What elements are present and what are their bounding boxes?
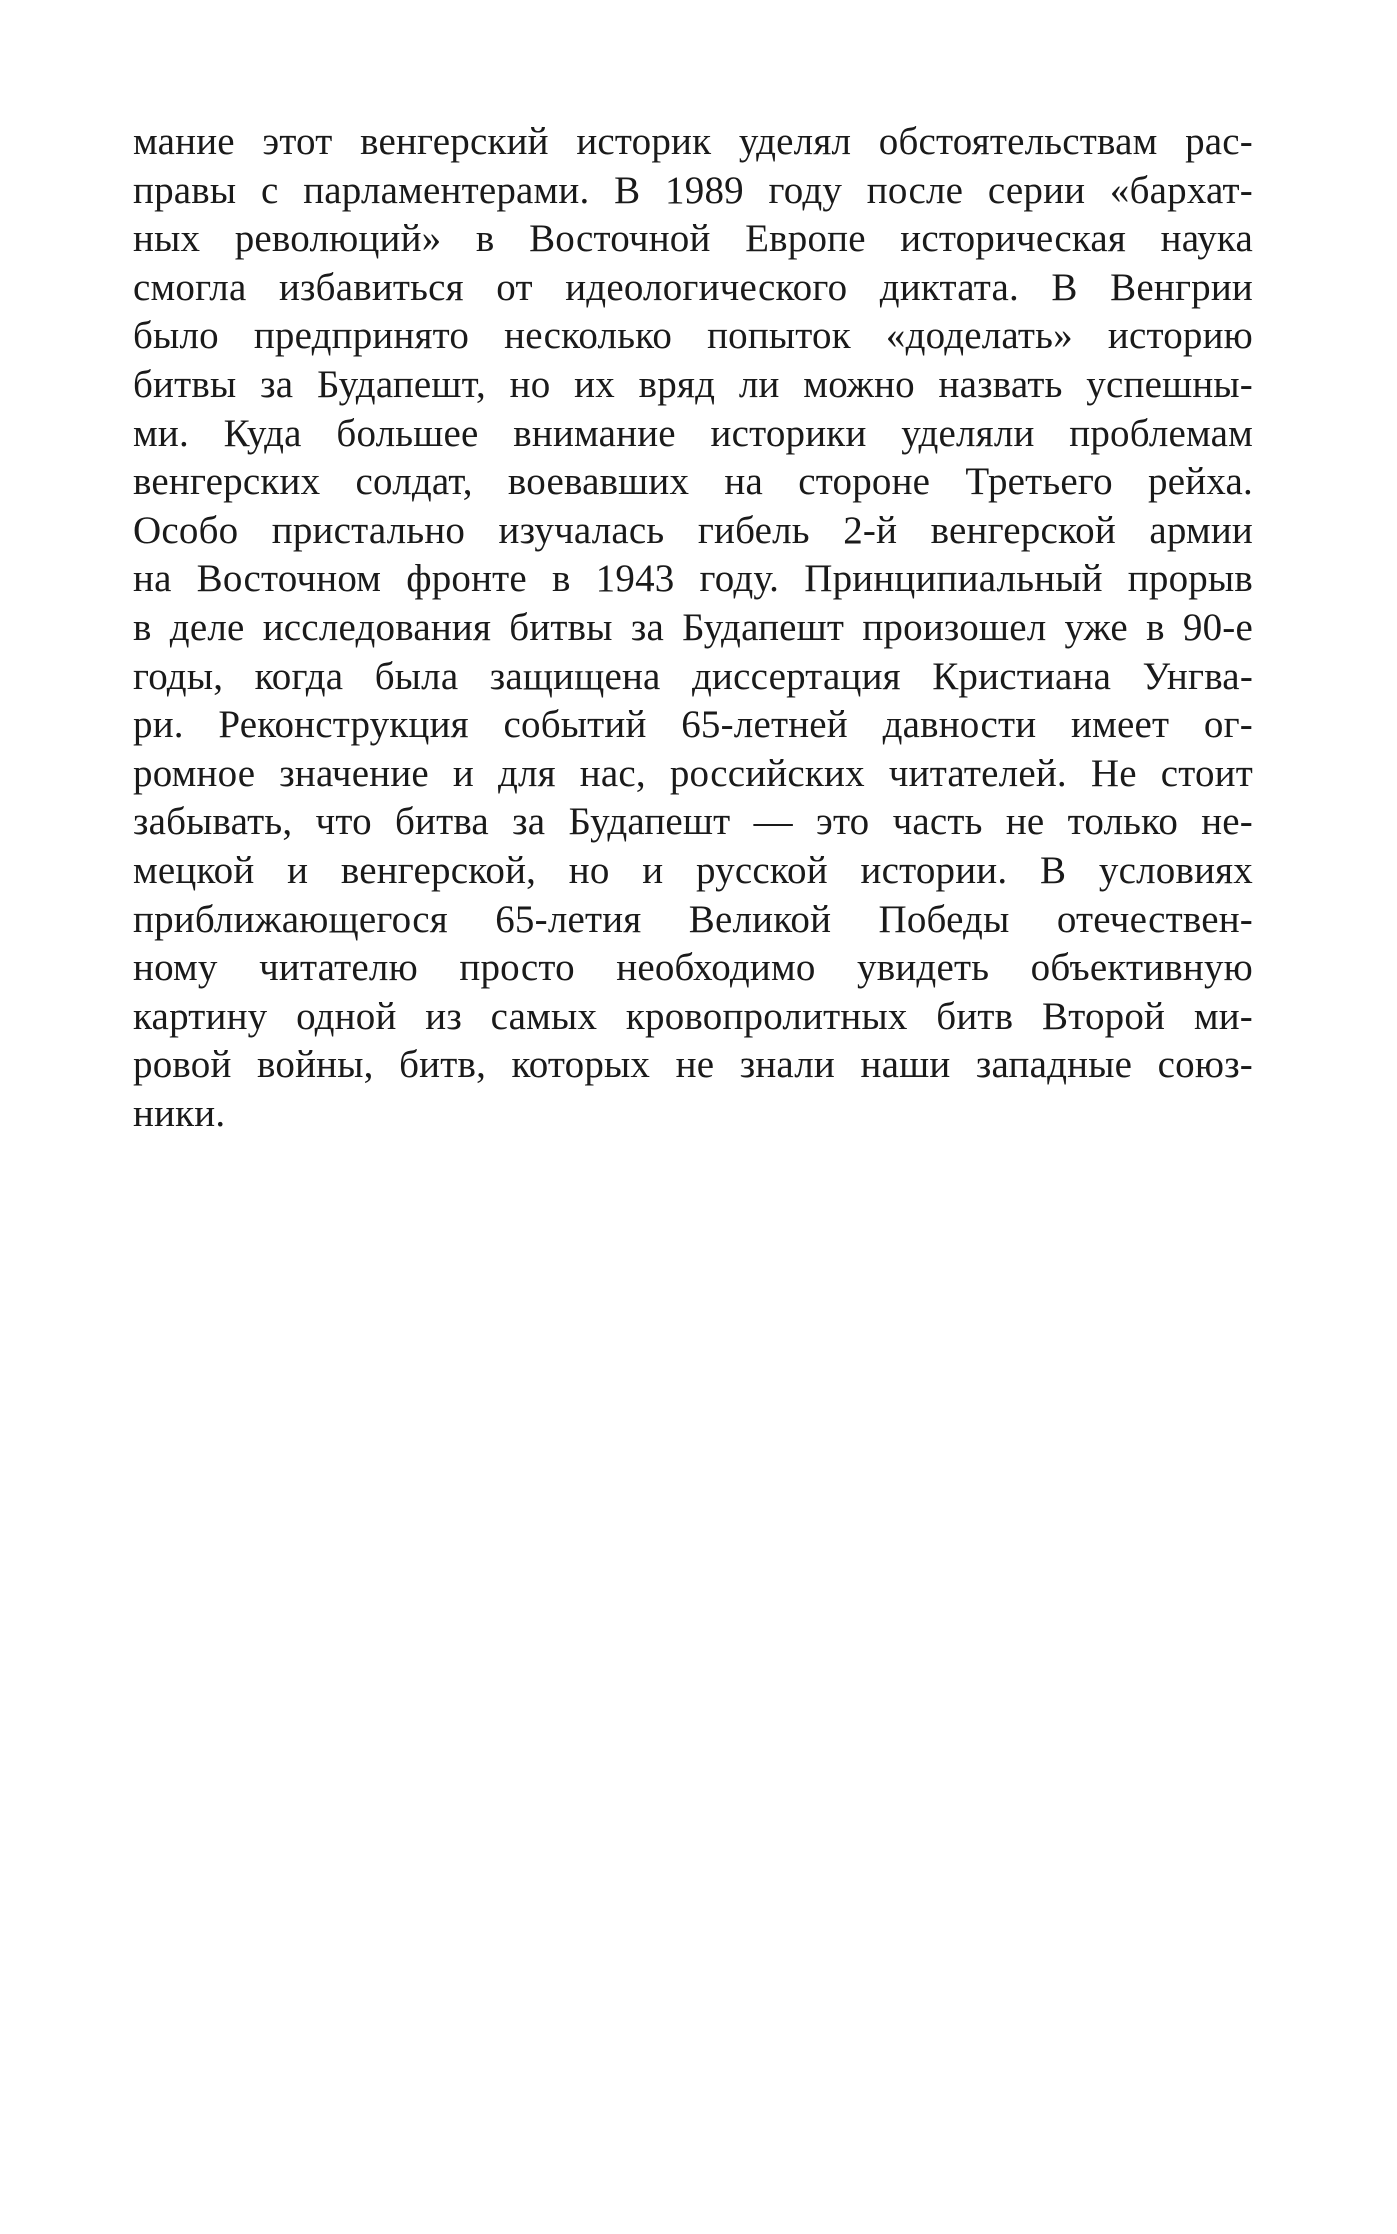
text-line: мание этот венгерский историк уделял обстоятельствам рас- [133, 120, 1253, 163]
text-line: приближающегося 65-летия Великой Победы отечествен- [133, 897, 1253, 941]
text-line: ри. Реконструкция событий 65-летней давности имеет ог- [133, 703, 1253, 747]
text-line: правы с парламентерами. В 1989 году после серии «бархат- [133, 168, 1253, 212]
text-line: венгерских солдат, воевавших на стороне Третьего рейха. [133, 460, 1253, 504]
text-line: мецкой и венгерской, но и русской истории. В условиях [133, 848, 1253, 892]
text-line: ровой войны, битв, которых не знали наши западные союз- [133, 1043, 1253, 1087]
text-line: ми. Куда большее внимание историки уделяли проблемам [133, 411, 1253, 455]
text-line: на Восточном фронте в 1943 году. Принципиальный прорыв [133, 557, 1253, 601]
text-line: Особо пристально изучалась гибель 2-й венгерской армии [133, 508, 1253, 552]
text-line: битвы за Будапешт, но их вряд ли можно назвать успешны- [133, 362, 1253, 406]
text-line: ромное значение и для нас, российских читателей. Не стоит [133, 751, 1253, 795]
text-line: картину одной из самых кровопролитных битв Второй ми- [133, 994, 1253, 1038]
body-paragraph [133, 118, 1253, 1138]
text-line: забывать, что битва за Будапешт — это часть не только не- [133, 800, 1253, 844]
text-line: ных революций» в Восточной Европе историческая наука [133, 217, 1253, 261]
text-line: годы, когда была защищена диссертация Кристиана Унгва- [133, 654, 1253, 698]
text-line: смогла избавиться от идеологического диктата. В Венгрии [133, 265, 1253, 309]
text-line: в деле исследования битвы за Будапешт произошел уже в 90-е [133, 605, 1253, 649]
text-line: ному читателю просто необходимо увидеть объективную [133, 946, 1253, 990]
text-line: было предпринято несколько попыток «доделать» историю [133, 314, 1253, 358]
text-line: ники. [133, 1091, 226, 1135]
